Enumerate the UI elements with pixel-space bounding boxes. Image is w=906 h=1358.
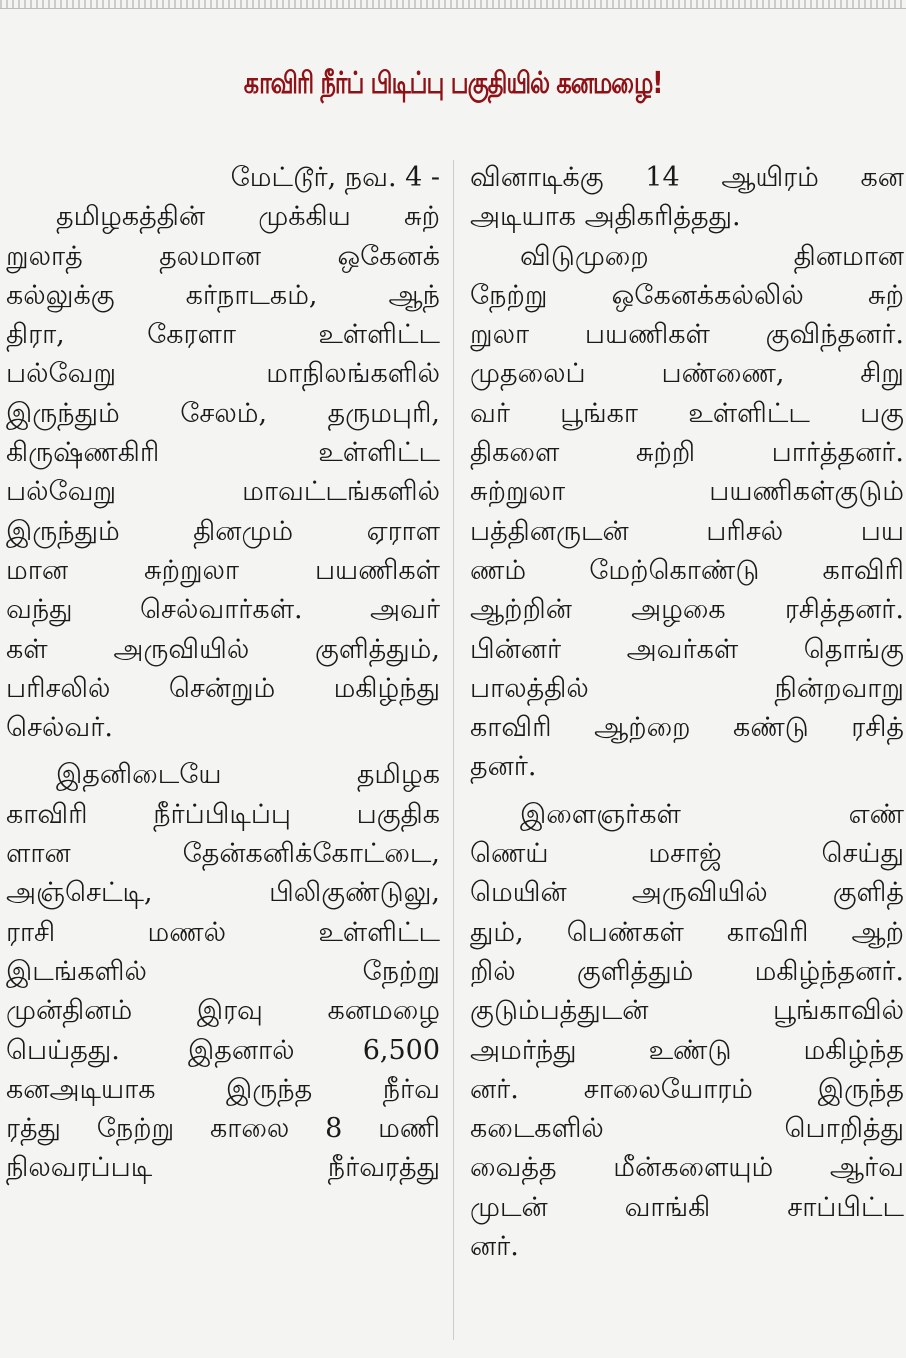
text-line: னர். சாலையோரம் இருந்த <box>470 1073 904 1105</box>
text-line: பல்வேறு மாநிலங்களில் <box>6 358 440 390</box>
text-line: மான சுற்றுலா பயணிகள் <box>6 554 440 586</box>
paragraph-gap <box>6 747 440 755</box>
text-line: பின்னர் அவர்கள் தொங்கு <box>470 633 904 665</box>
text-line: இருந்தும் சேலம், தருமபுரி, <box>6 397 440 429</box>
text-line: கிருஷ்ணகிரி உள்ளிட்ட <box>6 437 440 469</box>
text-line: ணம் மேற்கொண்டு காவிரி <box>470 554 904 586</box>
text-line: இடங்களில் நேற்று <box>6 955 440 987</box>
text-line: விடுமுறை தினமான <box>520 240 904 272</box>
text-line: இதனிடையே தமிழக <box>56 759 440 791</box>
text-line: றுலா பயணிகள் குவிந்தனர். <box>470 319 904 351</box>
text-line: வந்து செல்வார்கள். அவர் <box>6 594 440 626</box>
text-line: திகளை சுற்றி பார்த்தனர். <box>470 437 904 469</box>
text-line: கனஅடியாக இருந்த நீர்வ <box>6 1073 440 1105</box>
text-line: ஆற்றின் அழகை ரசித்தனர். <box>470 594 904 626</box>
text-line: வர் பூங்கா உள்ளிட்ட பகு <box>470 397 904 429</box>
text-line: மெயின் அருவியில் குளித் <box>470 877 904 909</box>
text-line: பரிசலில் சென்றும் மகிழ்ந்து <box>6 672 440 704</box>
text-line: கடைகளில் பொறித்து <box>470 1113 904 1145</box>
text-line: அடியாக அதிகரித்தது. <box>470 201 741 233</box>
text-line: னர். <box>470 1231 519 1263</box>
text-line: நிலவரப்படி நீர்வரத்து <box>6 1152 440 1184</box>
paragraph <box>6 197 440 747</box>
text-line: செல்வர். <box>6 712 113 744</box>
paragraph-gap <box>470 787 904 795</box>
paragraph <box>470 795 904 1267</box>
column-divider <box>453 160 454 1340</box>
text-line: காவிரி நீர்ப்பிடிப்பு பகுதிக <box>6 798 440 830</box>
text-line: காவிரி ஆற்றை கண்டு ரசித் <box>470 712 904 744</box>
text-line: முதலைப் பண்ணை, சிறு <box>470 358 904 390</box>
dateline: மேட்டூர், நவ. 4 - <box>230 162 440 193</box>
text-line: அஞ்செட்டி, பிலிகுண்டுலு, <box>6 877 440 909</box>
text-line: முன்தினம் இரவு கனமழை <box>6 995 440 1027</box>
text-line: தும், பெண்கள் காவிரி ஆற் <box>470 916 904 948</box>
paragraph <box>470 158 904 237</box>
text-line: றில் குளித்தும் மகிழ்ந்தனர். <box>470 955 904 987</box>
paragraph <box>470 237 904 787</box>
text-line: றுலாத் தலமான ஒகேனக் <box>6 240 440 272</box>
text-line: தமிழகத்தின் முக்கிய சுற் <box>56 201 440 233</box>
article-column-right <box>470 158 904 1266</box>
text-line: பல்வேறு மாவட்டங்களில் <box>6 476 440 508</box>
text-line: திரா, கேரளா உள்ளிட்ட <box>6 319 440 351</box>
text-line: ளான தேன்கனிக்கோட்டை, <box>6 838 440 870</box>
text-line: கல்லுக்கு கர்நாடகம், ஆந் <box>6 279 440 311</box>
text-line: கள் அருவியில் குளித்தும், <box>6 633 440 665</box>
text-line: வைத்த மீன்களையும் ஆர்வ <box>470 1152 904 1184</box>
text-line: பெய்தது. இதனால் 6,500 <box>6 1034 440 1066</box>
text-line: ரத்து நேற்று காலை 8 மணி <box>6 1113 440 1145</box>
text-line: தனர். <box>470 751 537 783</box>
text-line: பத்தினருடன் பரிசல் பய <box>470 515 904 547</box>
text-line: சுற்றுலா பயணிகள்குடும் <box>470 476 904 508</box>
headline: காவிரி நீர்ப் பிடிப்பு பகுதியில் கனமழை! <box>243 65 663 101</box>
text-line: இளைஞர்கள் எண் <box>520 798 904 830</box>
text-line: ராசி மணல் உள்ளிட்ட <box>6 916 440 948</box>
text-line: ணெய் மசாஜ் செய்து <box>470 838 904 870</box>
paragraph <box>6 755 440 1187</box>
text-line: குடும்பத்துடன் பூங்காவில் <box>470 995 904 1027</box>
text-line: அமர்ந்து உண்டு மகிழ்ந்த <box>470 1034 904 1066</box>
article-column-left <box>6 158 440 1188</box>
text-line: வினாடிக்கு 14 ஆயிரம் கன <box>470 162 904 193</box>
text-line: முடன் வாங்கி சாப்பிட்ட <box>470 1191 904 1223</box>
text-line: இருந்தும் தினமும் ஏராள <box>6 515 440 547</box>
text-line: நேற்று ஒகேனக்கல்லில் சுற் <box>470 279 904 311</box>
text-line: பாலத்தில் நின்றவாறு <box>470 672 904 704</box>
